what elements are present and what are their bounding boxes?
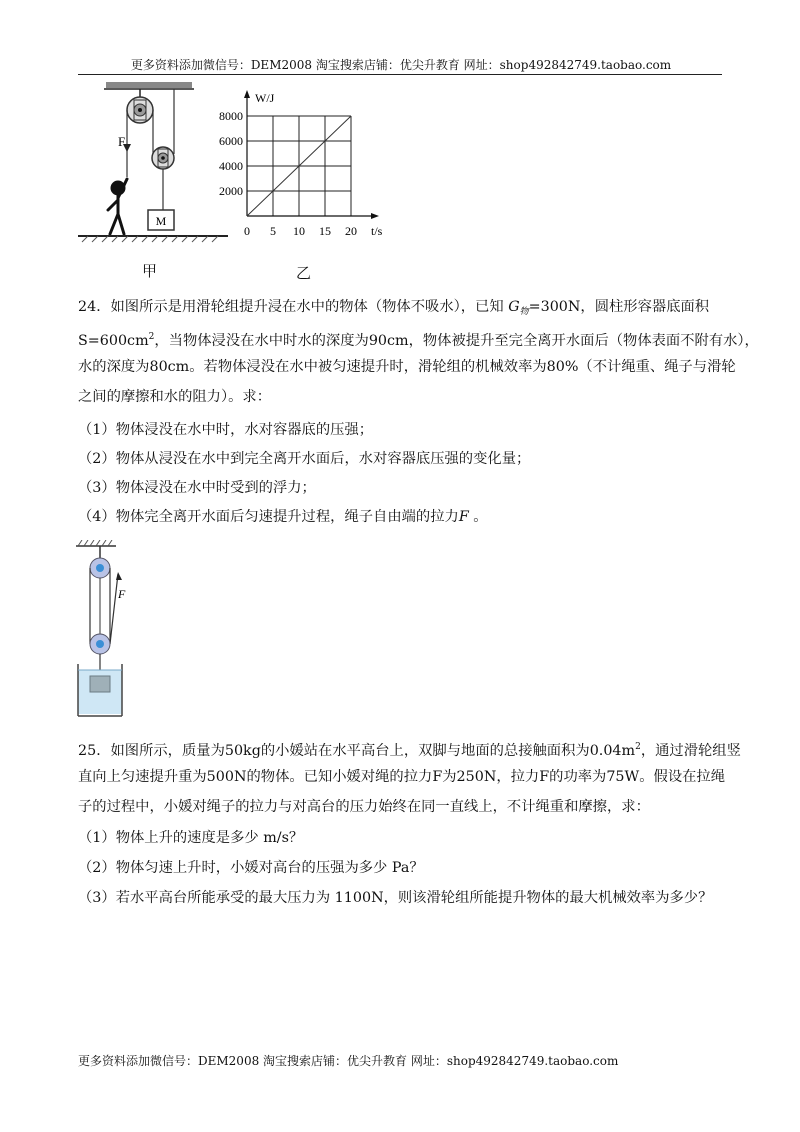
x-axis-label: t/s xyxy=(371,224,383,238)
q24-line-3: 水的深度为80cm。若物体浸没在水中被匀速提升时，滑轮组的机械效率为80%（不计绳重、绳子与滑轮 xyxy=(78,359,736,375)
x-tick-label: 20 xyxy=(345,224,357,238)
ceiling xyxy=(106,82,192,88)
y-tick-label: 8000 xyxy=(219,109,243,123)
x-axis-arrow xyxy=(371,213,379,219)
force-label: F xyxy=(118,134,126,149)
x-tick-label: 0 xyxy=(244,224,250,238)
y-tick-label: 6000 xyxy=(219,134,243,148)
q24-item-3: （3）物体浸没在水中时受到的浮力； xyxy=(78,480,316,496)
q24-item-1: （1）物体浸没在水中时，水对容器底的压强； xyxy=(78,422,374,438)
q24-line-1: 24．如图所示是用滑轮组提升浸在水中的物体（物体不吸水），已知 $G_物=300N$，圆柱形容器底面积 xyxy=(78,299,710,317)
q25-item-2: （2）物体匀速上升时，小媛对高台的压强为多少 Pa？ xyxy=(78,860,424,876)
x-tick-label: 5 xyxy=(270,224,276,238)
mass-label: M xyxy=(155,214,167,228)
x-tick-label: 10 xyxy=(293,224,305,238)
pulley-water-figure xyxy=(72,540,162,720)
figure-label-jia: 甲 xyxy=(142,262,158,280)
page-footer: 更多资料添加微信号：DEM2008 淘宝搜索店铺：优尖升教育 网址：shop492842749.taobao.com xyxy=(78,1054,619,1068)
q25-line-1: 25．如图所示，质量为50kg的小媛站在水平高台上，双脚与地面的总接触面积为$0.04m^2$，通过滑轮组竖 xyxy=(78,742,741,759)
x-tick-label: 15 xyxy=(319,224,331,238)
y-axis-arrow xyxy=(244,90,250,98)
q25-line-2: 直向上匀速提升重为500N的物体。已知小媛对绳的拉力F为250N，拉力F的功率为75W。假设在拉绳 xyxy=(78,769,726,785)
work-time-chart xyxy=(205,84,395,254)
force-arrow-24 xyxy=(116,572,122,580)
submerged-object xyxy=(90,676,110,692)
q24-line-4: 之间的摩擦和水的阻力）。求： xyxy=(78,389,272,405)
q24-item-4: （4）物体完全离开水面后匀速提升过程，绳子自由端的拉力F 。 xyxy=(78,509,488,525)
page-header: 更多资料添加微信号：DEM2008 淘宝搜索店铺：优尖升教育 网址：shop492842749.taobao.com xyxy=(130,58,672,72)
q25-item-3: （3）若水平高台所能承受的最大压力为 1100N，则该滑轮组所能提升物体的最大机械效率为多少？ xyxy=(78,890,713,906)
q24-line-2: $S=600cm^2$，当物体浸没在水中时水的深度为90cm，物体被提升至完全离开水面后（物体表面不附有水）， xyxy=(78,332,759,349)
figure-label-yi: 乙 xyxy=(296,264,312,282)
person-figure xyxy=(108,179,127,234)
q25-item-1: （1）物体上升的速度是多少 m/s？ xyxy=(78,830,304,846)
q25-line-3: 子的过程中，小媛对绳子的拉力与对高台的压力始终在同一直线上，不计绳重和摩擦，求： xyxy=(78,799,650,815)
y-tick-label: 2000 xyxy=(219,184,243,198)
header-divider xyxy=(78,74,722,75)
y-axis-label: W/J xyxy=(255,91,275,105)
q24-item-2: （2）物体从浸没在水中到完全离开水面后，水对容器底压强的变化量； xyxy=(78,451,531,467)
force-label-24: F xyxy=(118,587,126,601)
y-tick-label: 4000 xyxy=(219,159,243,173)
